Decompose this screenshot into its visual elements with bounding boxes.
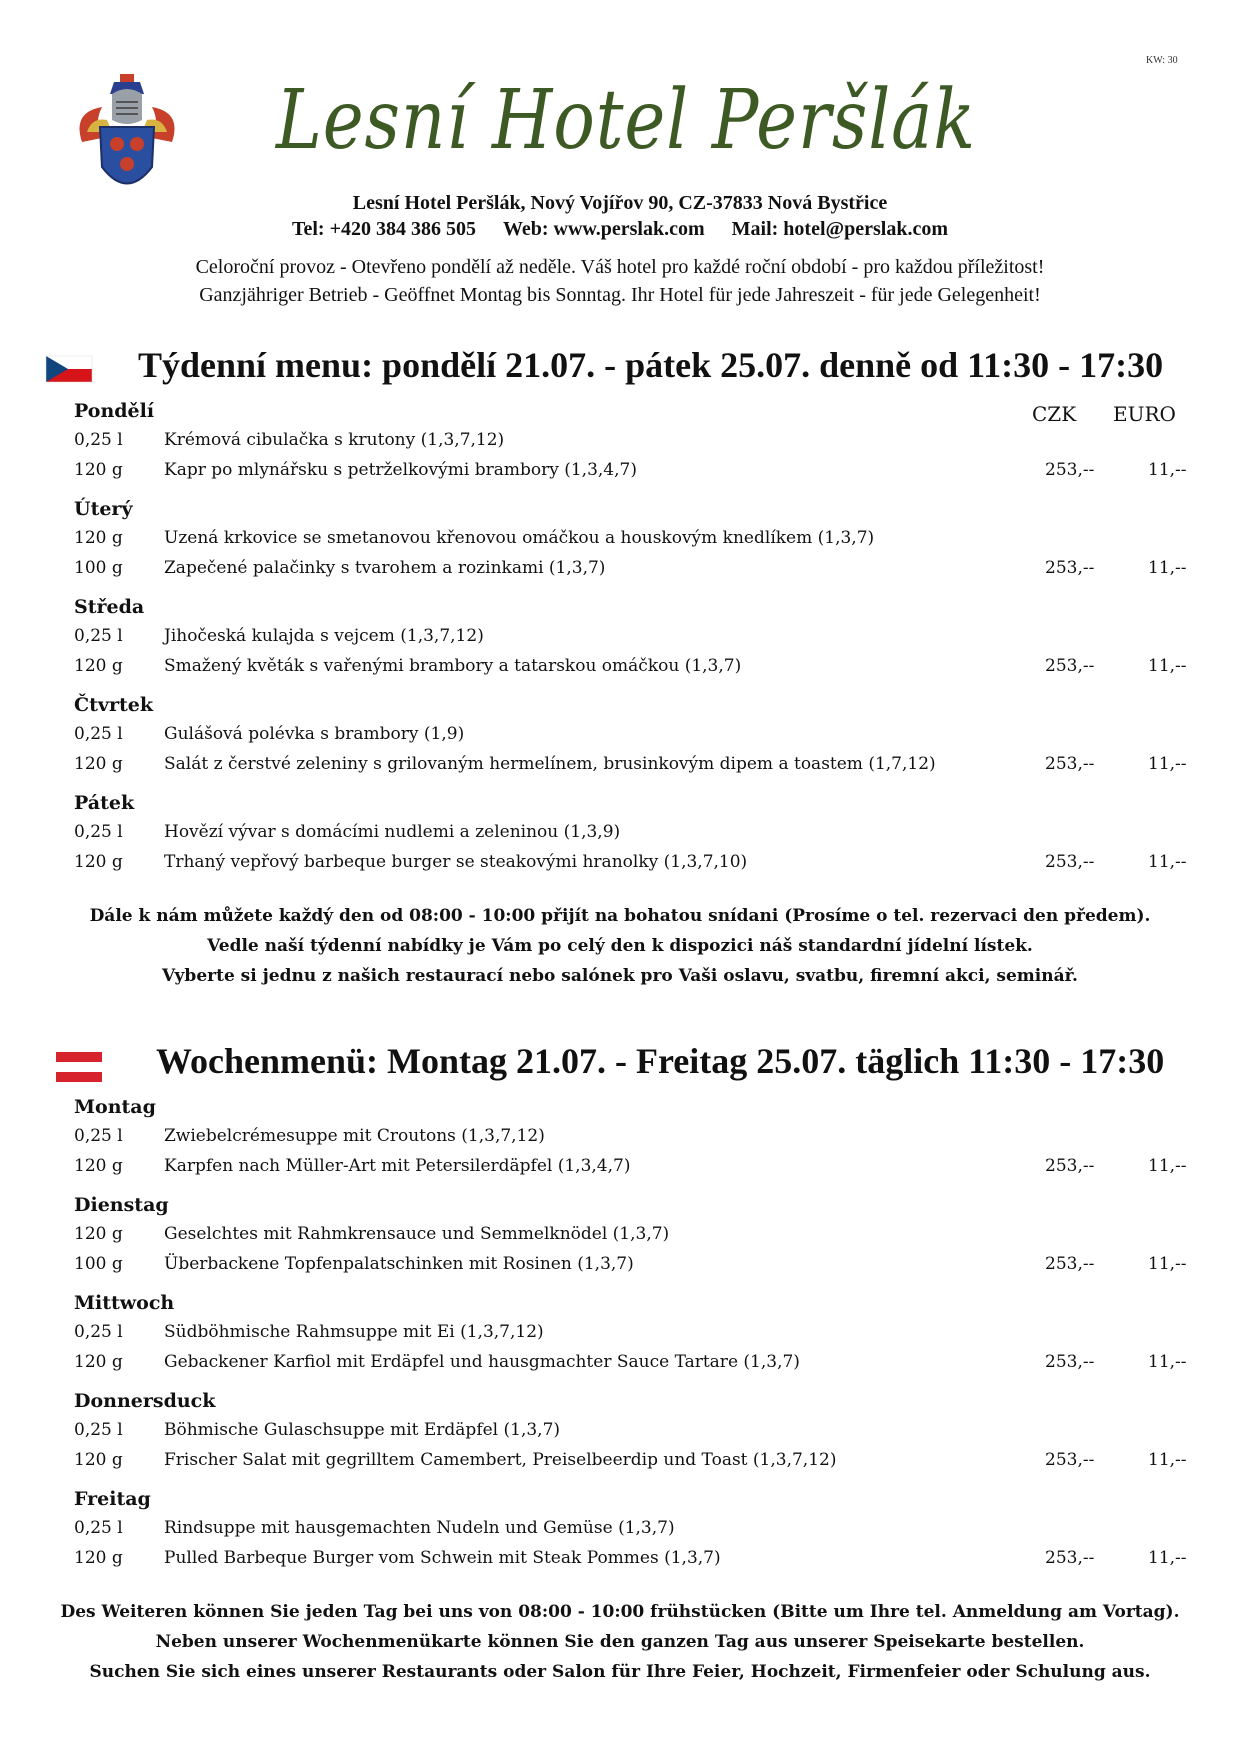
de-note: Des Weiteren können Sie jeden Tag bei uns von 08:00 - 10:00 frühstücken (Bitte um Ihre tel. Anmeldung am Vortag). [60, 1602, 1180, 1622]
item-price-eur: 11,-- [1148, 1156, 1187, 1176]
item-quantity: 100 g [74, 1254, 123, 1274]
cz-note: Dále k nám můžete každý den od 08:00 - 10:00 přijít na bohatou snídani (Prosíme o tel. rezervaci den předem). [89, 906, 1151, 926]
item-price-eur: 11,-- [1148, 1254, 1187, 1274]
col-euro: EURO [1113, 402, 1176, 426]
item-price-czk: 253,-- [1045, 754, 1095, 774]
day-heading: Montag [74, 1096, 156, 1118]
coat-of-arms-logo [72, 72, 182, 202]
item-price-czk: 253,-- [1045, 1156, 1095, 1176]
menu-item-row [0, 822, 1240, 848]
item-quantity: 0,25 l [74, 724, 123, 744]
item-quantity: 0,25 l [74, 1420, 123, 1440]
item-quantity: 0,25 l [74, 1126, 123, 1146]
menu-item-row [0, 430, 1240, 456]
item-price-czk: 253,-- [1045, 1548, 1095, 1568]
item-price-czk: 253,-- [1045, 1352, 1095, 1372]
day-heading: Mittwoch [74, 1292, 175, 1314]
item-quantity: 0,25 l [74, 626, 123, 646]
menu-item-row [0, 1254, 1240, 1280]
item-dish: Gebackener Karfiol mit Erdäpfel und hausgmachter Sauce Tartare (1,3,7) [164, 1352, 800, 1372]
item-price-eur: 11,-- [1148, 852, 1187, 872]
item-price-eur: 11,-- [1148, 1548, 1187, 1568]
day-heading: Donnersduck [74, 1390, 216, 1412]
item-quantity: 120 g [74, 656, 123, 676]
email: Mail: hotel@perslak.com [731, 218, 949, 240]
menu-item-row [0, 1156, 1240, 1182]
item-dish: Hovězí vývar s domácími nudlemi a zeleninou (1,3,9) [164, 822, 621, 842]
menu-item-row [0, 1126, 1240, 1152]
item-price-czk: 253,-- [1045, 558, 1095, 578]
item-dish: Smažený květák s vařenými brambory a tatarskou omáčkou (1,3,7) [164, 656, 742, 676]
menu-item-row [0, 460, 1240, 486]
item-price-czk: 253,-- [1045, 460, 1095, 480]
menu-item-row [0, 1224, 1240, 1250]
item-quantity: 120 g [74, 852, 123, 872]
czech-flag-icon [46, 356, 92, 382]
item-dish: Pulled Barbeque Burger vom Schwein mit Steak Pommes (1,3,7) [164, 1548, 721, 1568]
day-heading: Úterý [74, 498, 133, 520]
menu-item-row [0, 724, 1240, 750]
item-dish: Frischer Salat mit gegrilltem Camembert, Preiselbeerdip und Toast (1,3,7,12) [164, 1450, 837, 1470]
item-dish: Kapr po mlynářsku s petrželkovými brambory (1,3,4,7) [164, 460, 637, 480]
item-dish: Gulášová polévka s brambory (1,9) [164, 724, 465, 744]
de-note: Neben unserer Wochenmenükarte können Sie den ganzen Tag aus unserer Speisekarte bestellen. [155, 1632, 1085, 1652]
austrian-flag-icon [56, 1052, 102, 1082]
item-price-czk: 253,-- [1045, 852, 1095, 872]
menu-item-row [0, 1548, 1240, 1574]
item-quantity: 120 g [74, 528, 123, 548]
item-quantity: 120 g [74, 1224, 123, 1244]
item-dish: Trhaný vepřový barbeque burger se steakovými hranolky (1,3,7,10) [164, 852, 748, 872]
cz-note: Vedle naší týdenní nabídky je Vám po celý den k dispozici náš standardní jídelní lístek. [207, 936, 1033, 956]
day-heading: Pondělí [74, 400, 155, 422]
cz-menu-title: Týdenní menu: pondělí 21.07. - pátek 25.07. denně od 11:30 - 17:30 [138, 345, 1164, 385]
day-heading: Středa [74, 596, 145, 618]
item-dish: Überbackene Topfenpalatschinken mit Rosinen (1,3,7) [164, 1254, 634, 1274]
item-price-czk: 253,-- [1045, 1254, 1095, 1274]
item-dish: Karpfen nach Müller-Art mit Petersilerdäpfel (1,3,4,7) [164, 1156, 631, 1176]
item-quantity: 0,25 l [74, 430, 123, 450]
phone-number: Tel: +420 384 386 505 [291, 218, 476, 240]
item-quantity: 100 g [74, 558, 123, 578]
day-heading: Freitag [74, 1488, 151, 1510]
tagline-cz: Celoroční provoz - Otevřeno pondělí až neděle. Váš hotel pro každé roční období - pro každou příležitost! [195, 256, 1045, 278]
item-quantity: 0,25 l [74, 1518, 123, 1538]
item-dish: Jihočeská kulajda s vejcem (1,3,7,12) [164, 626, 484, 646]
tagline-de: Ganzjähriger Betrieb - Geöffnet Montag bis Sonntag. Ihr Hotel für jede Jahreszeit - für jede Gelegenheit! [199, 284, 1041, 306]
item-quantity: 120 g [74, 1450, 123, 1470]
address-line: Lesní Hotel Peršlák, Nový Vojířov 90, CZ-37833 Nová Bystřice [352, 192, 888, 214]
day-heading: Čtvrtek [74, 694, 153, 716]
menu-item-row [0, 1518, 1240, 1544]
item-dish: Krémová cibulačka s krutony (1,3,7,12) [164, 430, 505, 450]
item-price-czk: 253,-- [1045, 656, 1095, 676]
item-dish: Rindsuppe mit hausgemachten Nudeln und Gemüse (1,3,7) [164, 1518, 675, 1538]
cz-note: Vyberte si jednu z našich restaurací nebo salónek pro Vaši oslavu, svatbu, firemní akci, seminář. [162, 966, 1078, 986]
col-czk: CZK [1032, 402, 1077, 426]
item-quantity: 120 g [74, 460, 123, 480]
item-dish: Böhmische Gulaschsuppe mit Erdäpfel (1,3,7) [164, 1420, 561, 1440]
menu-item-row [0, 656, 1240, 682]
menu-item-row [0, 558, 1240, 584]
day-heading: Pátek [74, 792, 135, 814]
week-number: KW: 30 [1146, 55, 1178, 66]
menu-item-row [0, 852, 1240, 878]
item-dish: Salát z čerstvé zeleniny s grilovaným hermelínem, brusinkovým dipem a toastem (1,7,12) [164, 754, 936, 774]
hotel-name-logo [276, 58, 996, 178]
item-price-eur: 11,-- [1148, 1352, 1187, 1372]
item-price-eur: 11,-- [1148, 1450, 1187, 1470]
item-quantity: 0,25 l [74, 822, 123, 842]
item-dish: Uzená krkovice se smetanovou křenovou omáčkou a houskovým knedlíkem (1,3,7) [164, 528, 875, 548]
website: Web: www.perslak.com [502, 218, 705, 240]
item-dish: Zwiebelcrémesuppe mit Croutons (1,3,7,12) [164, 1126, 545, 1146]
contact-line [0, 218, 1240, 241]
item-price-eur: 11,-- [1148, 754, 1187, 774]
de-menu-title: Wochenmenü: Montag 21.07. - Freitag 25.07. täglich 11:30 - 17:30 [156, 1041, 1165, 1081]
item-price-eur: 11,-- [1148, 558, 1187, 578]
menu-item-row [0, 626, 1240, 652]
hotel-name-text: Lesní Hotel Peršlák [274, 73, 976, 168]
menu-item-row [0, 1352, 1240, 1378]
item-dish: Südböhmische Rahmsuppe mit Ei (1,3,7,12) [164, 1322, 544, 1342]
item-dish: Zapečené palačinky s tvarohem a rozinkami (1,3,7) [164, 558, 606, 578]
menu-item-row [0, 1322, 1240, 1348]
item-quantity: 120 g [74, 754, 123, 774]
item-price-czk: 253,-- [1045, 1450, 1095, 1470]
item-price-eur: 11,-- [1148, 460, 1187, 480]
item-quantity: 0,25 l [74, 1322, 123, 1342]
menu-item-row [0, 1450, 1240, 1476]
item-dish: Geselchtes mit Rahmkrensauce und Semmelknödel (1,3,7) [164, 1224, 670, 1244]
menu-item-row [0, 754, 1240, 780]
day-heading: Dienstag [74, 1194, 169, 1216]
menu-item-row [0, 528, 1240, 554]
item-quantity: 120 g [74, 1156, 123, 1176]
de-note: Suchen Sie sich eines unserer Restaurants oder Salon für Ihre Feier, Hochzeit, Firmenfeier oder Schulung aus. [89, 1662, 1151, 1682]
item-quantity: 120 g [74, 1548, 123, 1568]
menu-item-row [0, 1420, 1240, 1446]
item-price-eur: 11,-- [1148, 656, 1187, 676]
item-quantity: 120 g [74, 1352, 123, 1372]
